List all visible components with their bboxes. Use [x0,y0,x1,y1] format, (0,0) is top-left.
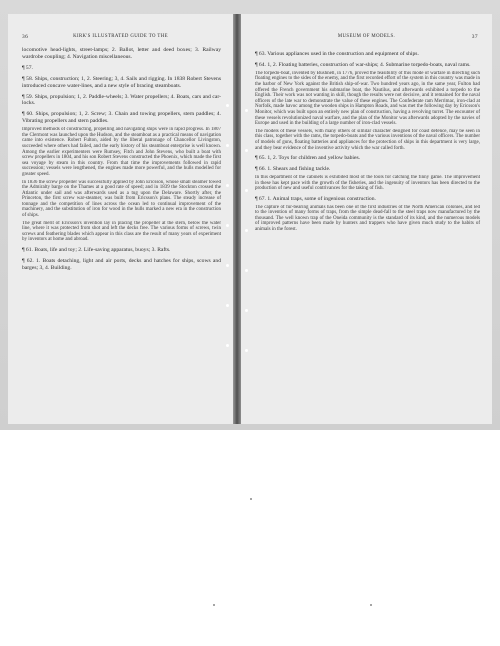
right-page-paragraph: ¶ 67. 1. Animal traps, some of ingenious construction. [255,195,376,202]
right-page-paragraph: ¶ 66. 1. Shears and fishing tackle. [255,166,331,173]
left-page-number: 36 [22,34,29,40]
book-spread [8,14,492,424]
right-page-paragraph: In this department of the cabinets is exhibited most of the tools for catching the finny game. The improvement in these has kept pace with the growth of the fisheries, and the ingenuity of inventors has been directed to the production of new and useful contrivances for the taking of fish. [255,174,480,192]
right-page-text [255,47,480,235]
right-page-header [255,34,478,42]
left-page-header [22,34,219,42]
left-page-paragraph: ¶ 60. Ships, propulsion; 1, 2. Screw; 3. Chain and towing propellers, stern paddles; 4. Vibrating propellers and stern paddles. [22,111,221,125]
left-page-paragraph: ¶ 59. Ships, propulsion; 1, 2. Paddle-wheels; 3. Water propellers; 4. Boats, cars and car-locks. [22,93,221,107]
right-page-paragraph: The torpedo-boat, invented by Bushnell, in 1776, proved the feasibility of this mode of warfare in directing such floating engines to the sides of the enemy, and the first recorded effort of the system in this country was made in the harbor of New York against the British ship-of-war. Two hundred years ago, in the same year, Fulton had offered the French government his submarine boat, the Nautilus, and afterwards exhibited a torpedo to the English. Their work was not wanting in skill, though the results were not decisive, and it remained for the naval officers of the late war to demonstrate the value of these engines. The Confederate ram Merrimac, iron-clad at Norfolk, made havoc among the wooden ships in Hampton Roads, and was met the following day by Ericsson's Monitor, which was built upon an entirely new plan of construction, having a revolving turret. The encounter of these vessels revolutionized naval warfare, and the plan of the Monitor was afterwards adopted by the navies of Europe and used in the building of a large number of iron-clad vessels. [255,70,480,127]
right-page-number: 37 [471,34,478,40]
left-page-paragraph: ¶ 58. Ships, construction; 1, 2. Steering; 3, 4. Sails and rigging. In 1838 Robert Stevens introduced concave water-lines, and a new style of bracing steamboats. [22,75,221,89]
left-page-paragraph: ¶ 57. [22,64,33,71]
left-page-paragraph: In 1836 the screw propeller was successfully applied by John Ericsson, whose small steamer towed the Admiralty barge on the Thames at a good rate of speed; and in 1839 the Stockton crossed the Atlantic under sail and was afterwards used as a tug upon the Delaware. Shortly after, the Princeton, the first screw war-steamer, was built from Ericsson's plans. The steady increase of tonnage and the competition of lines across the ocean led to continual improvement of the machinery, and the substitution of iron for wood in the hulls marked a new era in the construction of ships. [22,179,221,219]
right-page-paragraph: The capture of fur-bearing animals has been one of the first industries of the North American colonies, and led to the invention of many forms of traps, from the simple dead-fall to the steel traps now manufactured by the thousand. The well known trap of the Oneida community is the standard of its kind, and the numerous models of improved patterns have been made by hunters and trappers who have given much study to the habits of animals in the forest. [255,204,480,232]
left-page-paragraph: The great merit of Ericsson's invention lay in placing the propeller at the stern, below the water line, where it was protected from shot and left the decks free. The various forms of screws, twin screws and feathering blades which appear in this class are the result of many years of experiment by inventors at home and abroad. [22,220,221,243]
left-running-head: KIRK'S ILLUSTRATED GUIDE TO THE [73,34,168,39]
book-gutter [233,14,241,424]
right-page-paragraph: ¶ 63. Various appliances used in the construction and equipment of ships. [255,51,419,57]
left-page-text [22,47,221,274]
right-page-paragraph: ¶ 64. 1, 2. Floating batteries, construction of war-ships; 4. Submarine torpedo-boats, naval rams. [255,61,471,68]
right-page-paragraph: ¶ 65. 1, 2. Toys for children and yellow babies. [255,155,361,162]
right-page-paragraph: The models of these vessels, with many others of similar character designed for coast defence, may be seen in this class, together with the rams, the torpedo-boats and the various inventions of the naval officers. The number of models of guns, floating batteries and appliances for the protection of ships in this department is very large, and they bear evidence of the inventive activity which the war called forth. [255,128,480,151]
left-page-paragraph: Improved methods of constructing, propelling and navigating ships were in rapid progress. In 1807 the Clermont was launched upon the Hudson, and the steamboat as a practical means of navigation came into existence. Robert Fulton, aided by the liberal patronage of Chancellor Livingston, succeeded where others had failed, and the early history of his steamboat enterprise is well known. Among the earlier experimenters were Rumsey, Fitch and John Stevens, who built a boat with screw propellers in 1804, and his son Robert Stevens constructed the Phoenix, which made the first sea voyage by steam in this country. From that time the improvements followed in rapid succession; vessels were lengthened, the engines made more powerful, and the hulls modelled for greater speed. [22,127,221,177]
right-running-head: MUSEUM OF MODELS. [337,34,396,39]
left-page-paragraph: ¶ 62. 1. Boats detaching, light and air ports, decks and hatches for ships, scows and barges; 3, 4. Building. [22,257,221,271]
left-page-paragraph: ¶ 61. Boats, life and toy; 2. Life-saving apparatus, buoys; 3. Rafts. [22,247,171,254]
left-page-paragraph: locomotive head-lights, street-lamps; 2. Ballot, letter and deed boxes; 3. Railway wardrobe coupling; 4. Navigation miscellaneous. [22,47,221,60]
left-page [8,14,233,424]
right-page [241,14,492,424]
